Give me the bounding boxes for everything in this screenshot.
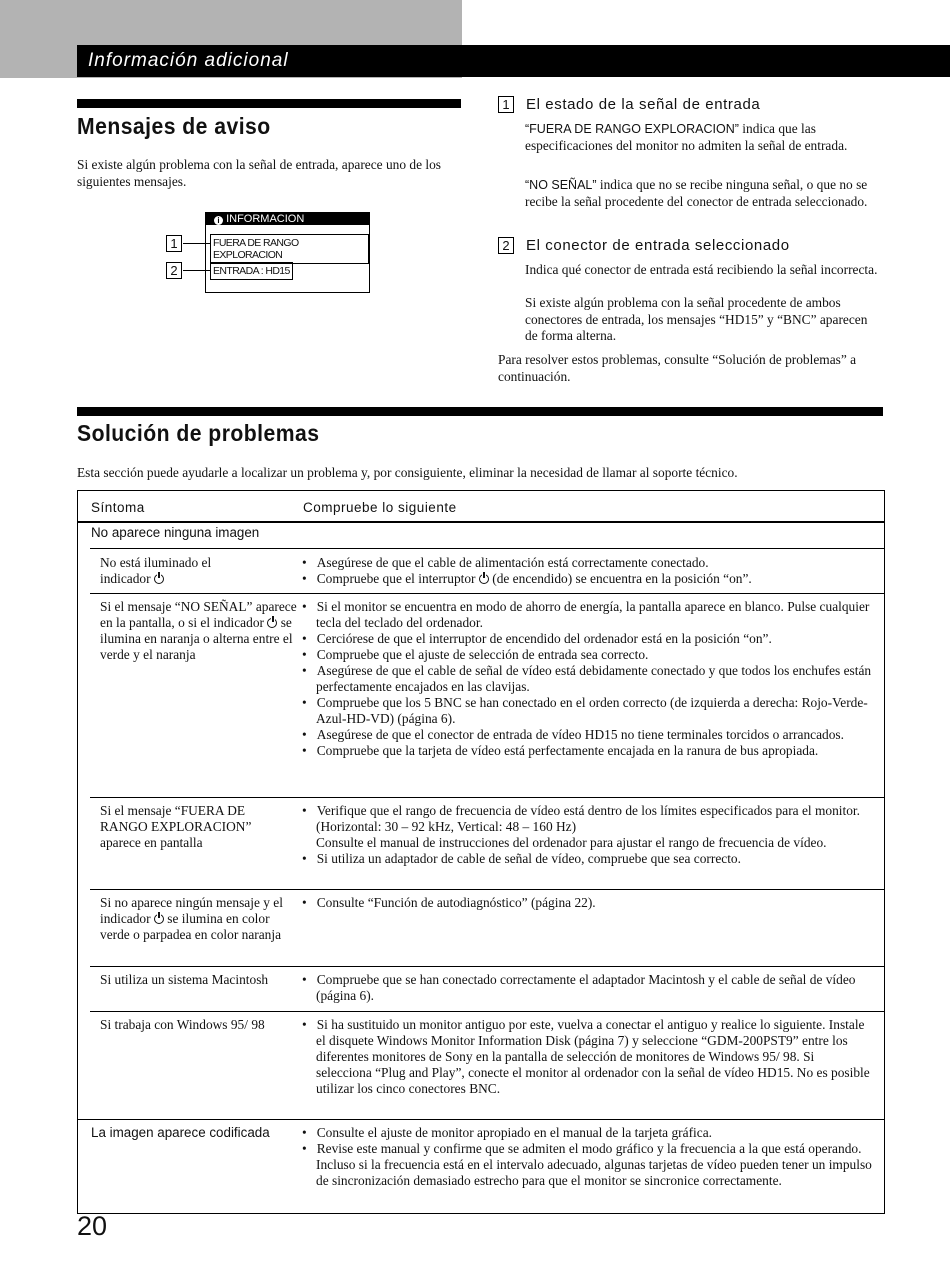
row4-symptom-text: Si no aparece ningún mensaje y el indicador bbox=[100, 895, 283, 926]
row2-bullet: • Asegúrese de que el cable de señal de vídeo está debidamente conectado y que todos los enchufes están perfectamente encajados en las clavijas. bbox=[302, 663, 872, 694]
row6-checks bbox=[302, 1017, 872, 1097]
header-divider bbox=[78, 521, 884, 523]
group-no-image: No aparece ninguna imagen bbox=[91, 525, 260, 540]
column-header-check: Compruebe lo siguiente bbox=[303, 500, 457, 515]
item2-heading bbox=[498, 237, 790, 255]
row6-bullet: • Si ha sustituido un monitor antiguo por este, vuelva a conectar el antiguo y realice lo siguiente. Instale el disquete Windows Monitor Information Disk (página 7) y seleccione “GDM-200PST9” entre los diferentes monitores de Sony en la pantalla de selección de monitores de Windows 95/ 98. Si selecciona “Plug and Play”, conecte el monitor al ordenador con la señal de vídeo HD15. No es posible utilizar los cinco conectores BNC. bbox=[302, 1017, 870, 1096]
row5-symptom: Si utiliza un sistema Macintosh bbox=[100, 972, 269, 987]
row3-checks bbox=[302, 803, 872, 867]
row1-symptom-text2: indicador bbox=[100, 571, 151, 586]
row1-bullet-text: (de encendido) se encuentra en la posición “on”. bbox=[492, 571, 752, 586]
item2-paragraph2: Si existe algún problema con la señal procedente de ambos conectores de entrada, los mensajes “HD15” y “BNC” aparecen de forma alterna. bbox=[525, 295, 868, 343]
section-header-title: Información adicional bbox=[88, 50, 289, 71]
row2-bullet-text: Cerciórese de que el interruptor de encendido del ordenador está en la posición “on”. bbox=[316, 631, 772, 646]
row3-bullet: • Verifique que el rango de frecuencia de vídeo está dentro de los límites especificados para el monitor. (Horizontal: 30 – 92 kHz, Vertical: 48 – 160 Hz) bbox=[302, 803, 860, 834]
row1-symptom-text: No está iluminado el bbox=[100, 555, 212, 570]
power-icon bbox=[267, 618, 277, 628]
callout-number: 2 bbox=[166, 262, 182, 279]
row3-bullet-text: Si utiliza un adaptador de cable de señal de vídeo, compruebe que sea correcto. bbox=[316, 851, 741, 866]
item1-title: El estado de la señal de entrada bbox=[526, 96, 761, 113]
column-header-symptom: Síntoma bbox=[91, 500, 145, 515]
row2-bullet-text: Si el monitor se encuentra en modo de ahorro de energía, la pantalla aparece en blanco. Pulse cualquier tecla del teclado del ordenador. bbox=[316, 599, 870, 630]
row1-checks bbox=[302, 555, 872, 587]
row2-symptom bbox=[100, 599, 298, 663]
row-divider bbox=[90, 966, 884, 967]
row2-bullet: • Si el monitor se encuentra en modo de ahorro de energía, la pantalla aparece en blanco. Pulse cualquier tecla del teclado del ordenador. bbox=[302, 599, 870, 630]
row3-bullet: • Si utiliza un adaptador de cable de señal de vídeo, compruebe que sea correcto. bbox=[302, 851, 741, 866]
page-number: 20 bbox=[77, 1211, 108, 1241]
callout-2 bbox=[166, 262, 182, 280]
row5-bullet: • Compruebe que se han conectado correctamente el adaptador Macintosh y el cable de señal de vídeo (página 6). bbox=[302, 972, 856, 1003]
row2-symptom-text2: se ilumina en naranja o alterna entre el verde y el naranja bbox=[100, 615, 293, 662]
troubleshooting-intro: Esta sección puede ayudarle a localizar un problema y, por consiguiente, eliminar la necesidad de llamar al soporte técnico. bbox=[77, 465, 738, 480]
row-divider bbox=[90, 889, 884, 890]
warnings-title: Mensajes de aviso bbox=[77, 113, 271, 139]
row2-bullet-text: Asegúrese de que el conector de entrada de vídeo HD15 no tiene terminales torcidos o arrancados. bbox=[316, 727, 844, 742]
row1-bullet-text: Asegúrese de que el cable de alimentación está correctamente conectado. bbox=[316, 555, 709, 570]
row2-checks bbox=[302, 599, 872, 759]
item2-title: El conector de entrada seleccionado bbox=[526, 237, 790, 254]
row6-symptom: Si trabaja con Windows 95/ 98 bbox=[100, 1017, 265, 1032]
row-divider bbox=[90, 797, 884, 798]
row7-checks bbox=[302, 1125, 872, 1189]
row-divider bbox=[90, 548, 884, 549]
row4-checks bbox=[302, 895, 872, 911]
item1-code2: “NO SEÑAL” bbox=[525, 178, 597, 192]
info-field-input: ENTRADA : HD15 bbox=[210, 262, 293, 280]
row7-bullet: • Revise este manual y confirme que se admiten el modo gráfico y la frecuencia a la que está operando. Incluso si la frecuencia está en el intervalo adecuado, algunas tarjetas de vídeo pueden tener un impulso de sincronización demasiado estrecho para que el monitor se sincronice correctamente. bbox=[302, 1141, 872, 1188]
row3-bullet-text: Verifique que el rango de frecuencia de vídeo está dentro de los límites especificados para el monitor. (Horizontal: 30 – 92 kHz, Vertical: 48 – 160 Hz) bbox=[316, 803, 860, 834]
row-divider bbox=[90, 593, 884, 594]
row2-bullet: • Compruebe que la tarjeta de vídeo está perfectamente encajada en la ranura de bus apropiada. bbox=[302, 743, 819, 758]
troubleshooting-title: Solución de problemas bbox=[77, 420, 320, 446]
row4-bullet-text: Consulte “Función de autodiagnóstico” (página 22). bbox=[316, 895, 596, 910]
row5-checks bbox=[302, 972, 872, 1004]
row-divider bbox=[90, 1011, 884, 1012]
warnings-intro: Si existe algún problema con la señal de entrada, aparece uno de los siguientes mensajes. bbox=[77, 157, 442, 189]
troubleshooting-rule bbox=[77, 407, 883, 416]
item1-text2: indica que no se recibe ninguna señal, o que no se recibe la señal procedente del conector de entrada seleccionado. bbox=[525, 177, 868, 209]
row2-symptom-text: Si el mensaje “NO SEÑAL” aparece en la pantalla, o si el indicador bbox=[100, 599, 297, 630]
callout-1 bbox=[166, 235, 182, 253]
group-scrambled-image: La imagen aparece codificada bbox=[91, 1125, 270, 1140]
item2-number: 2 bbox=[498, 237, 514, 254]
row1-bullet-text: Compruebe que el interruptor bbox=[316, 571, 476, 586]
row7-bullet: • Consulte el ajuste de monitor apropiado en el manual de la tarjeta gráfica. bbox=[302, 1125, 712, 1140]
power-icon bbox=[154, 914, 164, 924]
callout-number: 1 bbox=[166, 235, 182, 252]
item1-paragraph2 bbox=[525, 177, 880, 210]
row2-bullet: • Compruebe que los 5 BNC se han conectado en el orden correcto (de izquierda a derecha: Rojo-Verde-Azul-HD-VD) (página 6). bbox=[302, 695, 868, 726]
troubleshooting-table bbox=[77, 490, 885, 1214]
row3-symptom: Si el mensaje “FUERA DE RANGO EXPLORACION” aparece en pantalla bbox=[100, 803, 252, 850]
row5-bullet-text: Compruebe que se han conectado correctamente el adaptador Macintosh y el cable de señal de vídeo (página 6). bbox=[316, 972, 856, 1003]
item1-heading bbox=[498, 96, 760, 114]
row4-symptom bbox=[100, 895, 298, 943]
info-message-box bbox=[205, 212, 370, 293]
info-field-range: FUERA DE RANGO EXPLORACION bbox=[210, 234, 369, 264]
row1-bullet: • Asegúrese de que el cable de alimentación está correctamente conectado. bbox=[302, 555, 709, 570]
item1-paragraph1 bbox=[525, 121, 880, 154]
row2-bullet: • Cerciórese de que el interruptor de encendido del ordenador está en la posición “on”. bbox=[302, 631, 772, 646]
row4-bullet: • Consulte “Función de autodiagnóstico” (página 22). bbox=[302, 895, 596, 910]
item1-code: “FUERA DE RANGO EXPLORACION” bbox=[525, 122, 739, 136]
row2-bullet: • Asegúrese de que el conector de entrada de vídeo HD15 no tiene terminales torcidos o arrancados. bbox=[302, 727, 844, 742]
row7-bullet-text: Revise este manual y confirme que se admiten el modo gráfico y la frecuencia a la que está operando. Incluso si la frecuencia está en el intervalo adecuado, algunas tarjetas de vídeo pueden tener un impulso de sincronización demasiado estrecho para que el monitor se sincronice correctamente. bbox=[316, 1141, 872, 1188]
row7-bullet-text: Consulte el ajuste de monitor apropiado en el manual de la tarjeta gráfica. bbox=[316, 1125, 712, 1140]
row4-symptom-text2: se ilumina en color verde o parpadea en color naranja bbox=[100, 911, 282, 942]
row3-continuation: Consulte el manual de instrucciones del ordenador para ajustar el rango de frecuencia de vídeo. bbox=[316, 835, 827, 850]
row2-bullet-text: Asegúrese de que el cable de señal de vídeo está debidamente conectado y que todos los enchufes están perfectamente encajados en las clavijas. bbox=[316, 663, 872, 694]
power-icon bbox=[479, 574, 489, 584]
info-box-header bbox=[206, 213, 369, 225]
warnings-closing: Para resolver estos problemas, consulte “Solución de problemas” a continuación. bbox=[498, 352, 857, 384]
row2-bullet-text: Compruebe que la tarjeta de vídeo está perfectamente encajada en la ranura de bus apropiada. bbox=[316, 743, 819, 758]
item2-paragraph1: Indica qué conector de entrada está recibiendo la señal incorrecta. bbox=[525, 262, 878, 277]
item1-number: 1 bbox=[498, 96, 514, 113]
row1-symptom bbox=[100, 555, 298, 587]
row1-bullet: • Compruebe que el interruptor (de encendido) se encuentra en la posición “on”. bbox=[302, 571, 752, 586]
row2-bullet: • Compruebe que el ajuste de selección de entrada sea correcto. bbox=[302, 647, 649, 662]
row2-bullet-text: Compruebe que el ajuste de selección de entrada sea correcto. bbox=[316, 647, 649, 662]
row-divider bbox=[78, 1119, 884, 1120]
warnings-rule bbox=[77, 99, 461, 108]
power-icon bbox=[154, 574, 164, 584]
info-box-header-label: INFORMACION bbox=[226, 213, 305, 225]
item1-text: indica que las especificaciones del monitor no admiten la señal de entrada. bbox=[525, 121, 848, 153]
info-icon: i bbox=[214, 216, 223, 225]
row2-bullet-text: Compruebe que los 5 BNC se han conectado en el orden correcto (de izquierda a derecha: Rojo-Verde-Azul-HD-VD) (página 6). bbox=[316, 695, 868, 726]
row6-bullet-text: Si ha sustituido un monitor antiguo por este, vuelva a conectar el antiguo y realice lo siguiente. Instale el disquete Windows Monitor Information Disk (página 7) y seleccione “GDM-200PST9” entre los diferentes monitores de Sony en la pantalla de selección de monitores de Windows 95/ 98. Si selecciona “Plug and Play”, conecte el monitor al ordenador con la señal de vídeo HD15. No es posible utilizar los cinco conectores BNC. bbox=[316, 1017, 870, 1096]
